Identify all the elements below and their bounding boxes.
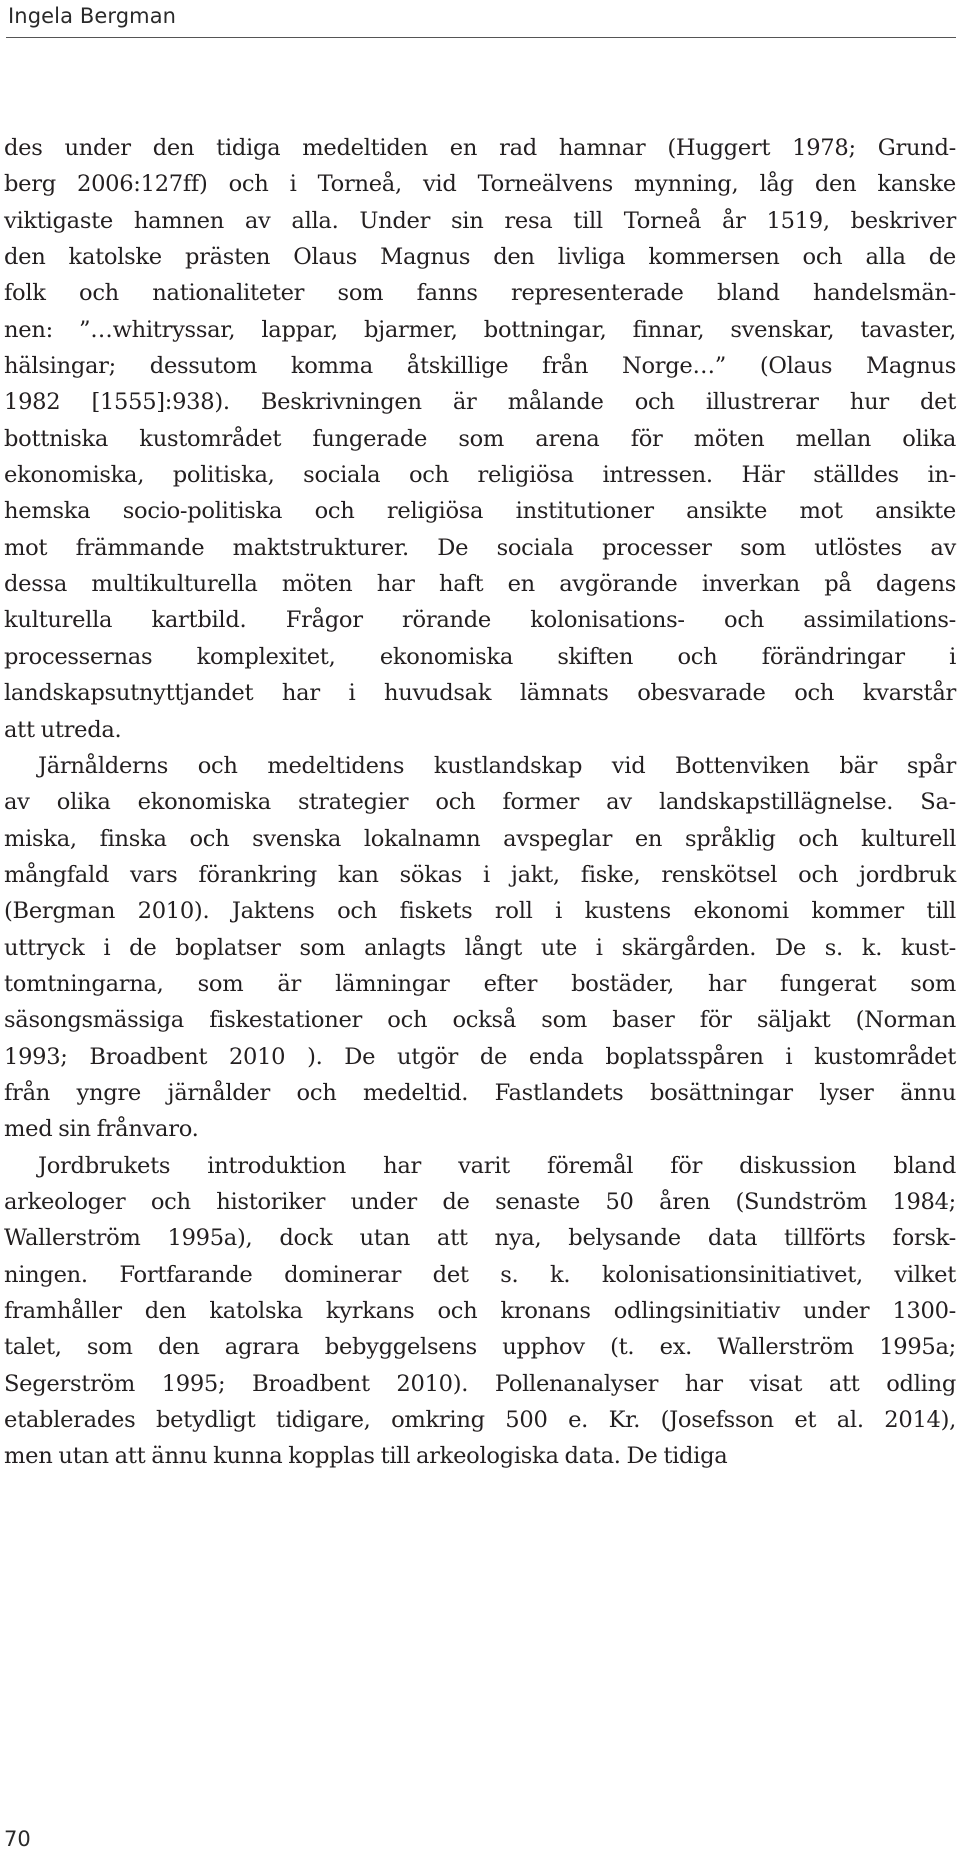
text-line: Segerström 1995; Broadbent 2010). Pollenanalyser har visat att odling	[4, 1370, 956, 1397]
text-line: hemska socio-politiska och religiösa institutioner ansikte mot ansikte	[4, 498, 956, 525]
text-line: uttryck i de boplatser som anlagts långt ute i skärgården. De s. k. kust-	[4, 934, 956, 961]
text-line: Järnålderns och medeltidens kustlandskap vid Bottenviken bär spår	[38, 752, 956, 779]
paragraph	[4, 748, 956, 1148]
text-line: Wallerström 1995a), dock utan att nya, belysande data tillförts forsk-	[4, 1225, 956, 1252]
body-text	[4, 130, 956, 1475]
running-head	[6, 2, 956, 38]
page-number: 70	[4, 1827, 31, 1851]
text-line: miska, finska och svenska lokalnamn avspeglar en språklig och kulturell	[4, 825, 956, 852]
text-line: kulturella kartbild. Frågor rörande kolonisations- och assimilations-	[4, 607, 956, 634]
text-line: ekonomiska, politiska, sociala och religiösa intressen. Här ställdes in-	[4, 462, 956, 489]
text-line: landskapsutnyttjandet har i huvudsak lämnats obesvarade och kvarstår	[4, 680, 956, 707]
text-line: den katolske prästen Olaus Magnus den livliga kommersen och alla de	[4, 244, 956, 271]
text-line: att utreda.	[4, 716, 122, 743]
text-line: mångfald vars förankring kan sökas i jakt, fiske, renskötsel och jordbruk	[4, 861, 956, 888]
text-line: ningen. Fortfarande dominerar det s. k. kolonisationsinitiativet, vilket	[4, 1261, 956, 1288]
text-line: men utan att ännu kunna kopplas till arkeologiska data. De tidiga	[4, 1443, 728, 1470]
text-line: viktigaste hamnen av alla. Under sin resa till Torneå år 1519, beskriver	[4, 207, 956, 234]
text-line: nen: ”…whitryssar, lappar, bjarmer, bottningar, finnar, svenskar, tavaster,	[4, 316, 956, 343]
text-line: berg 2006:127ff) och i Torneå, vid Torneälvens mynning, låg den kanske	[4, 171, 956, 198]
text-line: tomtningarna, som är lämningar efter bostäder, har fungerat som	[4, 970, 956, 997]
text-line: folk och nationaliteter som fanns representerade bland handelsmän-	[4, 280, 956, 307]
text-line: mot främmande maktstrukturer. De sociala processer som utlöstes av	[4, 534, 956, 561]
text-line: framhåller den katolska kyrkans och kronans odlingsinitiativ under 1300-	[4, 1298, 956, 1324]
text-line: Jordbrukets introduktion har varit föremål för diskussion bland	[38, 1152, 956, 1179]
text-line: med sin frånvaro.	[4, 1116, 199, 1143]
text-line: av olika ekonomiska strategier och former av landskapstillägnelse. Sa-	[4, 789, 956, 816]
text-line: dessa multikulturella möten har haft en avgörande inverkan på dagens	[4, 571, 956, 598]
running-head-author: Ingela Bergman	[8, 4, 177, 28]
text-line: hälsingar; dessutom komma åtskillige från Norge…” (Olaus Magnus	[4, 353, 956, 380]
text-line: 1982 [1555]:938). Beskrivningen är målande och illustrerar hur det	[4, 389, 956, 416]
text-line: des under den tidiga medeltiden en rad hamnar (Huggert 1978; Grund-	[4, 135, 956, 161]
text-line: processernas komplexitet, ekonomiska skiften och förändringar i	[4, 643, 956, 670]
text-line: 1993; Broadbent 2010 ). De utgör de enda boplatsspåren i kustområdet	[4, 1043, 956, 1070]
text-line: talet, som den agrara bebyggelsens upphov (t. ex. Wallerström 1995a;	[4, 1334, 956, 1361]
text-line: från yngre järnålder och medeltid. Fastlandets bosättningar lyser ännu	[4, 1079, 956, 1106]
text-line: arkeologer och historiker under de senaste 50 åren (Sundström 1984;	[4, 1188, 956, 1215]
text-line: säsongsmässiga fiskestationer och också som baser för säljakt (Norman	[4, 1007, 956, 1034]
paragraph	[4, 1148, 956, 1475]
paragraph	[4, 130, 956, 748]
text-line: bottniska kustområdet fungerade som arena för möten mellan olika	[4, 425, 956, 452]
text-line: etablerades betydligt tidigare, omkring 500 e. Kr. (Josefsson et al. 2014),	[4, 1407, 956, 1434]
text-line: (Bergman 2010). Jaktens och fiskets roll i kustens ekonomi kommer till	[4, 898, 956, 925]
